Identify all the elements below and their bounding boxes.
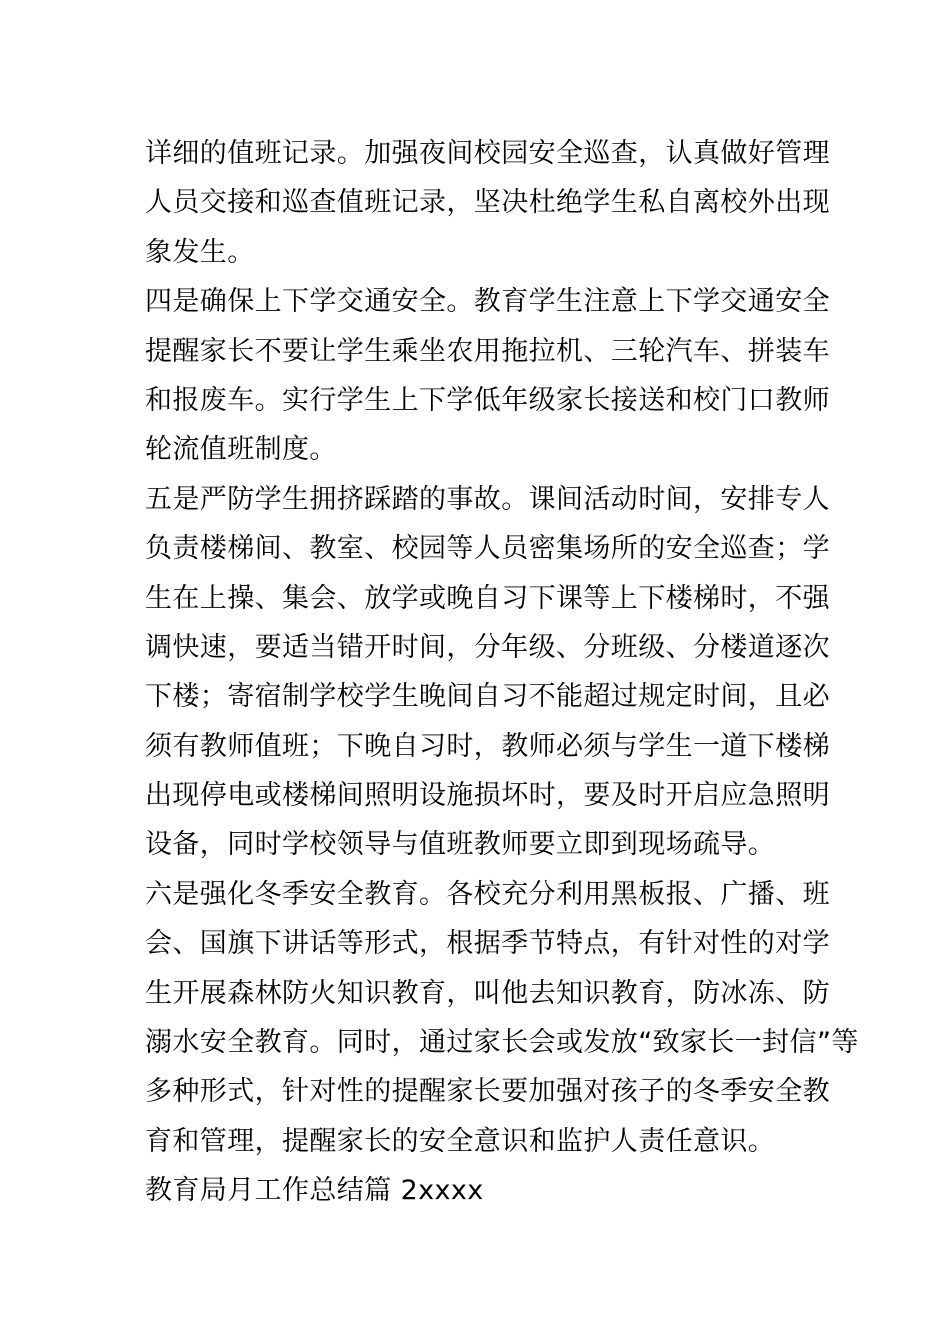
text-line: 出现停电或楼梯间照明设施损坏时，要及时开启应急照明 <box>145 780 830 812</box>
text-line: 生在上操、集会、放学或晚自习下课等上下楼梯时，不强 <box>145 582 830 614</box>
text-line: 轮流值班制度。 <box>145 434 337 466</box>
text-line: 五是严防学生拥挤踩踏的事故。课间活动时间，安排专人 <box>145 483 830 515</box>
text-line: 生开展森林防火知识教育，叫他去知识教育，防冰冻、防 <box>145 977 830 1009</box>
text-line: 详细的值班记录。加强夜间校园安全巡查，认真做好管理 <box>145 138 830 169</box>
text-line: 人员交接和巡查值班记录，坚决杜绝学生私自离校外出现 <box>145 187 830 219</box>
text-line: 负责楼梯间、教室、校园等人员密集场所的安全巡查；学 <box>145 533 830 565</box>
text-line: 提醒家长不要让学生乘坐农用拖拉机、三轮汽车、拼装车 <box>145 335 830 367</box>
text-line: 须有教师值班；下晚自习时，教师必须与学生一道下楼梯 <box>145 730 830 762</box>
text-line: 下楼；寄宿制学校学生晚间自习不能超过规定时间，且必 <box>145 681 830 713</box>
text-line: 四是确保上下学交通安全。教育学生注意上下学交通安全 <box>145 286 830 318</box>
text-line: 多种形式，针对性的提醒家长要加强对孩子的冬季安全教 <box>145 1076 830 1108</box>
text-line: 六是强化冬季安全教育。各校充分利用黑板报、广播、班 <box>145 878 830 910</box>
text-line: 会、国旗下讲话等形式，根据季节特点，有针对性的对学 <box>145 928 830 960</box>
text-line: 和报废车。实行学生上下学低年级家长接送和校门口教师 <box>145 384 830 416</box>
text-line: 育和管理，提醒家长的安全意识和监护人责任意识。 <box>145 1125 776 1157</box>
text-line: 象发生。 <box>145 236 255 268</box>
document-body <box>145 129 859 1216</box>
text-line: 设备，同时学校领导与值班教师要立即到现场疏导。 <box>145 829 776 861</box>
text-line: 调快速，要适当错开时间，分年级、分班级、分楼道逐次 <box>145 631 830 663</box>
section-heading: 教育局月工作总结篇 2xxxx <box>145 1175 484 1207</box>
text-line: 溺水安全教育。同时，通过家长会或发放“致家长一封信”等 <box>145 1027 859 1059</box>
